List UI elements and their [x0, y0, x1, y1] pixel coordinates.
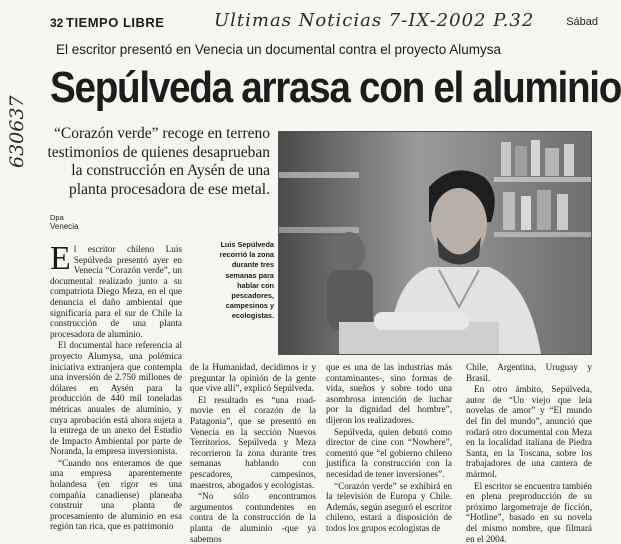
article-kicker: El escritor presentó en Venecia un documental contra el proyecto Alumysa: [56, 42, 501, 57]
page-number: 32: [50, 16, 64, 30]
byline-agency: Dpa: [50, 213, 64, 222]
body-paragraph: En otro ámbito, Sepúlveda, autor de “Un viejo que leía novelas de amor” y “El mundo del fin del mundo”, anunció que rodará otro documental con Meza en la localidad italiana de Piedra Santa, en la Toscana, sobre los trabajadores de una cantera de mármol.: [466, 384, 592, 479]
section-title: TIEMPO LIBRE: [66, 15, 165, 30]
page-day-label: Sábad: [566, 16, 598, 28]
body-paragraph: “Corazón verde” se exhibirá en la televisión de Europa y Chile. Además, según aseguró el escritor chileno, estará a disposición de todos los grupos ecologistas de: [326, 480, 452, 533]
article-subhead: “Corazón verde” recoge en terreno testimonios de quienes desaprueban la construcción en Aysén de una planta procesadora de ese metal.: [47, 125, 270, 198]
margin-code: [4, 48, 30, 168]
body-paragraph: de la Humanidad, decidimos ir y preguntar la opinión de la gente que vive allí”, explicó Sepúlveda.: [190, 362, 316, 394]
body-paragraph: Sepúlveda, quien debutó como director de cine con “Nowhere”, comentó que “el gobierno chileno justifica la construcción con la necesidad de tener inversiones”.: [326, 426, 452, 479]
body-paragraph: Chile, Argentina, Uruguay y Brasil.: [466, 362, 592, 383]
margin-code-text: 630637: [6, 95, 28, 168]
handwritten-source-note: Ultimas Noticias 7-IX-2002 P.32: [214, 10, 535, 31]
body-paragraph: “Cuando nos enteramos de que una empresa aparentemente holandesa (en rigor es una compañía canadiense) planeaba construir una planta de procesamiento de aluminio en esa región tan rica, que es patrimonio: [50, 457, 182, 532]
body-paragraph: El escritor se encuentra también en plena preproducción de su próximo largometraje de ficción, “Hotline”, basado en su novela del mismo nombre, que filmará en el 2004.: [466, 480, 592, 544]
body-paragraph: El resultado es “una road-movie en el corazón de la Patagonia”, que se presentó en Venecia en la sección Nuevos Territorios. Sepúlveda y Meza recorrieron la zona durante tres semanas hablando con pescadores, campesinos, maestros, abogados y ecologistas.: [190, 394, 316, 490]
drop-cap: E: [50, 240, 71, 277]
article-column-4: [466, 362, 592, 544]
portrait-photo-graphic: [279, 132, 591, 354]
body-paragraph: que es una de las industrias más contaminantes-, sino formas de vida, sueños y sobre todo una asombrosa intención de luchar por la dignidad del hombre”, dijeron los realizadores.: [326, 362, 452, 425]
article-photo: [278, 131, 592, 355]
article-headline: Sepúlveda arrasa con el aluminio: [50, 63, 621, 112]
article-column-2: [190, 362, 316, 544]
byline-city: Venecia: [50, 222, 79, 231]
photo-caption: Luis Sepúlveda recorrió la zona durante tres semanas para hablar con pescadores, campesinos y ecologistas.: [219, 240, 274, 321]
body-paragraph: “No sólo encontramos argumentos contundentes en contra de la construcción de la planta de aluminio -que ya sabemos: [190, 491, 316, 544]
body-paragraph: El documental hace referencia al proyecto Alumysa, una polémica iniciativa extranjera que contempla una inversión de 2.750 millones de dólares en Aysén para la producción de 440 mil toneladas métricas anuales de aluminio, y cuya aprobación está ahora sujeta a la entrega de un anexo del Estudio de Impacto Ambiental por parte de Noranda, la empresa inversionista.: [50, 340, 182, 457]
article-column-1: [50, 240, 182, 535]
article-column-3: [326, 362, 452, 535]
body-paragraph: [50, 240, 182, 339]
paragraph-text: l escritor chileno Luis Sepúlveda presentó ayer en Venecia “Corazón verde”, un documental realizado junto a su compatriota Diego Meza, en el que denuncia el daño ambiental que significaría para el sur de Chile la construcción de una planta procesadora de aluminio.: [50, 244, 182, 339]
